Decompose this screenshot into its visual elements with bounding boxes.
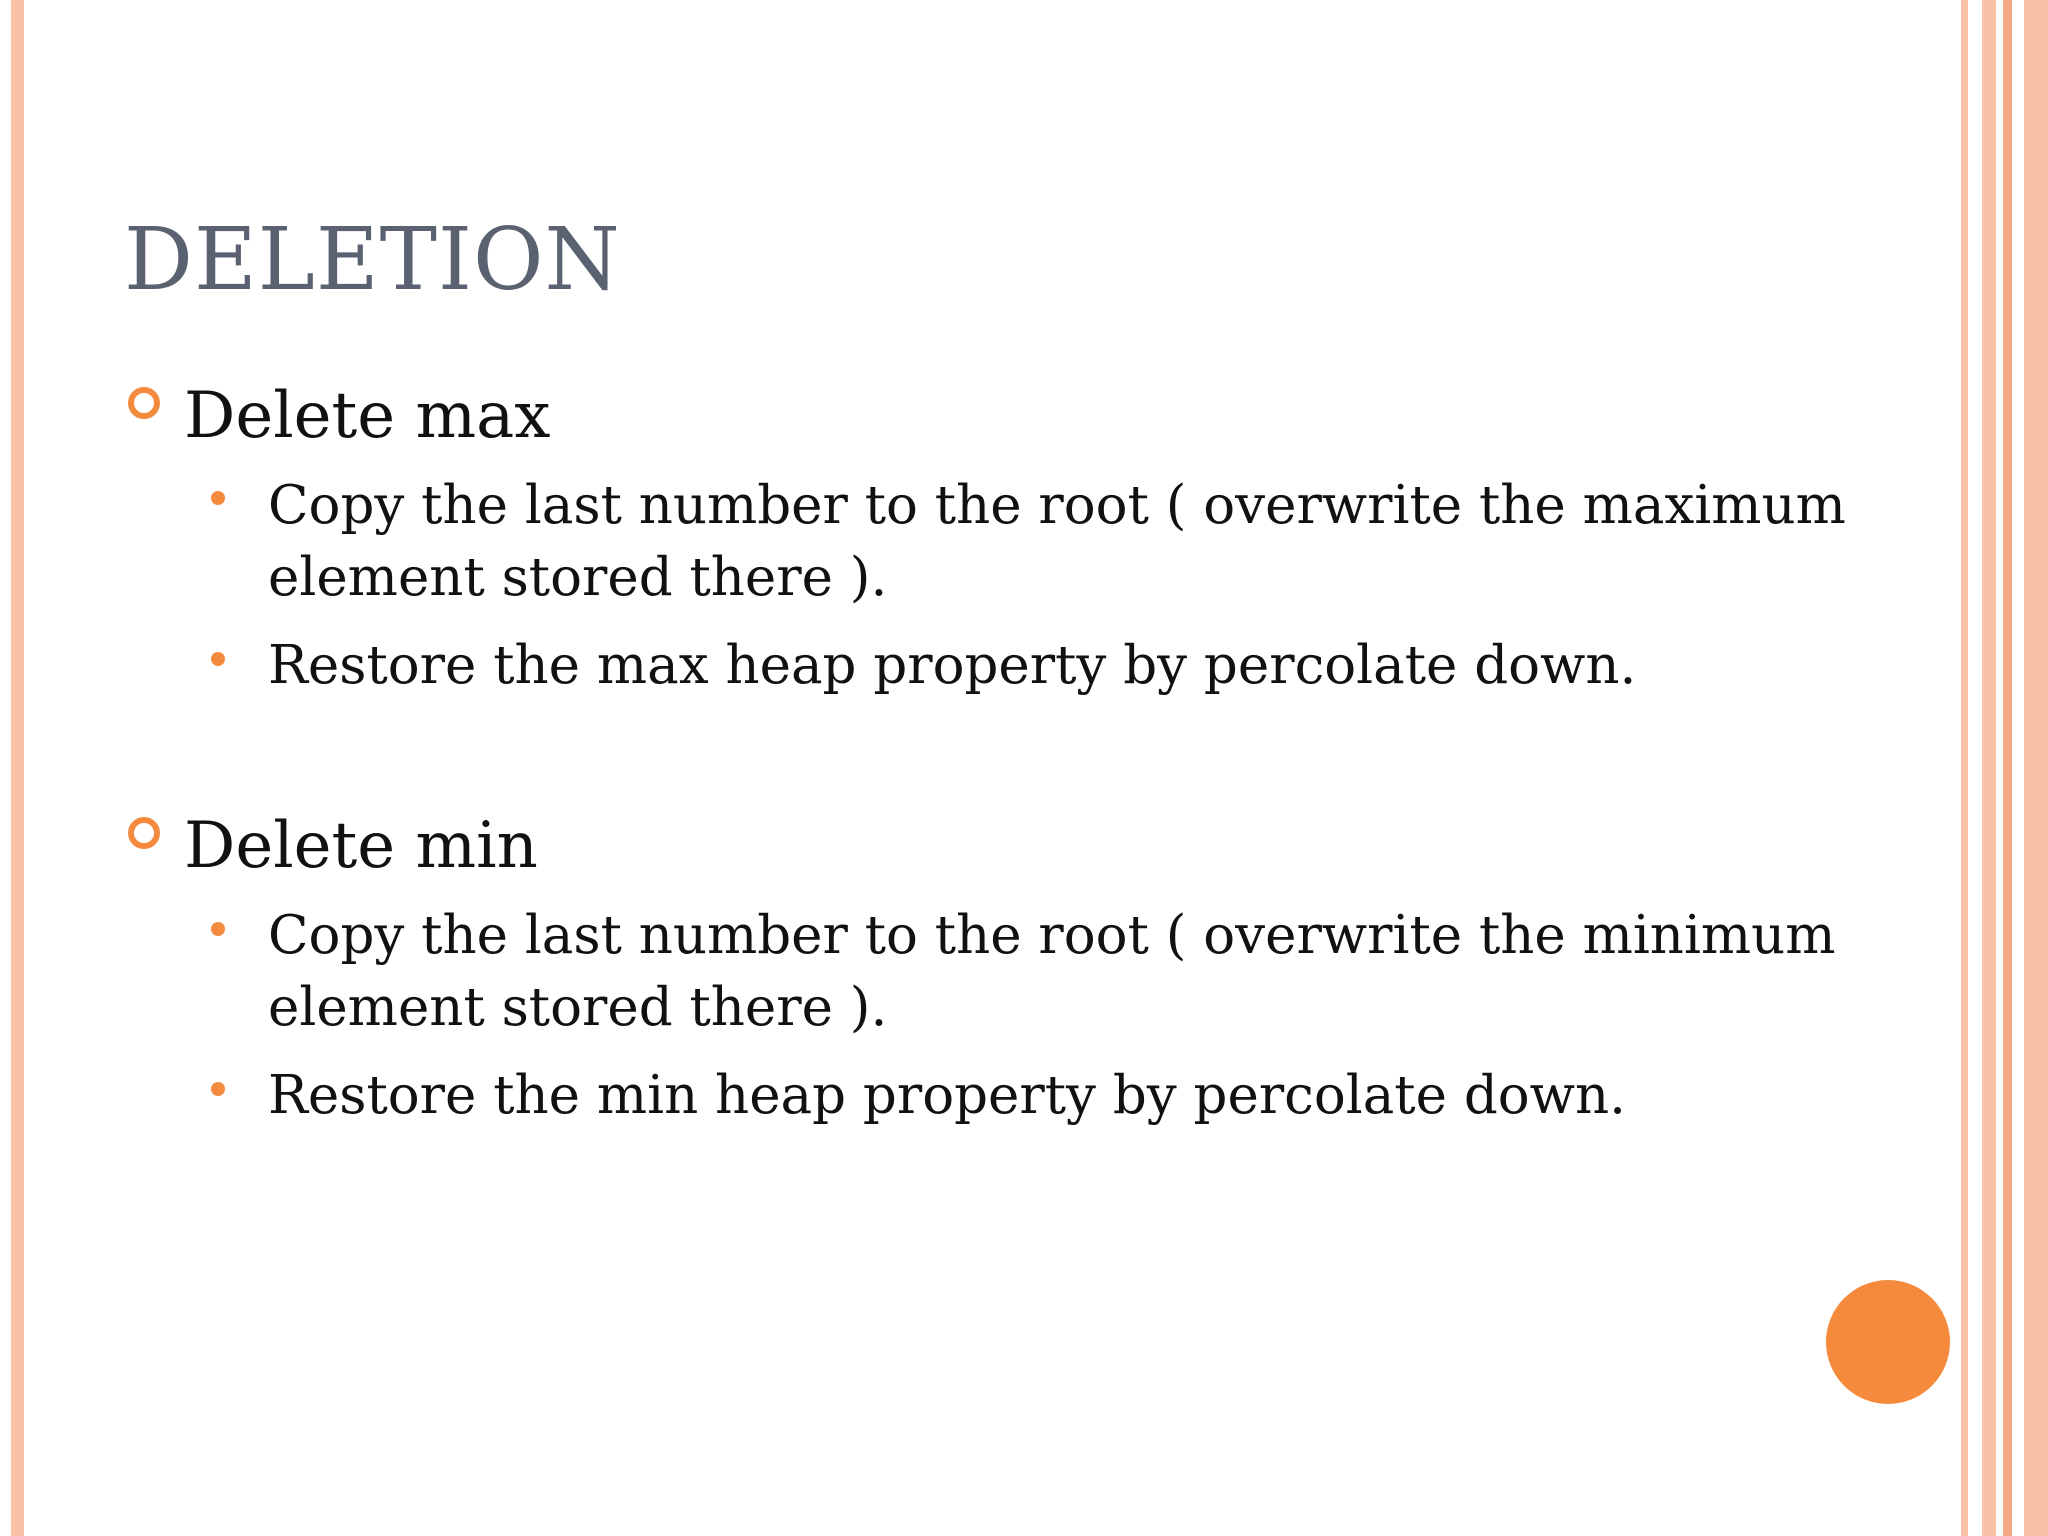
decorative-orange-circle <box>1826 1280 1950 1404</box>
list-item: Copy the last number to the root ( overwrite the minimum element stored there ). <box>268 905 1836 1038</box>
right-border-stripe <box>2024 0 2048 1536</box>
right-border-stripe <box>1982 0 1996 1536</box>
right-border-stripe <box>2003 0 2012 1536</box>
section-heading-delete-max: Delete max <box>184 379 551 453</box>
left-border-stripe <box>11 0 24 1536</box>
section-heading-delete-min: Delete min <box>184 809 538 883</box>
dot-bullet-icon <box>211 922 225 936</box>
right-border-stripe <box>1961 0 1968 1536</box>
list-item: Restore the min heap property by percolate down. <box>268 1065 1626 1126</box>
slide-title: DELETION <box>124 210 621 310</box>
dot-bullet-icon <box>211 1082 225 1096</box>
hollow-circle-bullet-icon <box>128 387 160 419</box>
dot-bullet-icon <box>211 491 225 505</box>
hollow-circle-bullet-icon <box>128 817 160 849</box>
list-item: Restore the max heap property by percolate down. <box>268 635 1637 696</box>
dot-bullet-icon <box>211 652 225 666</box>
list-item: Copy the last number to the root ( overwrite the maximum element stored there ). <box>268 475 1846 608</box>
